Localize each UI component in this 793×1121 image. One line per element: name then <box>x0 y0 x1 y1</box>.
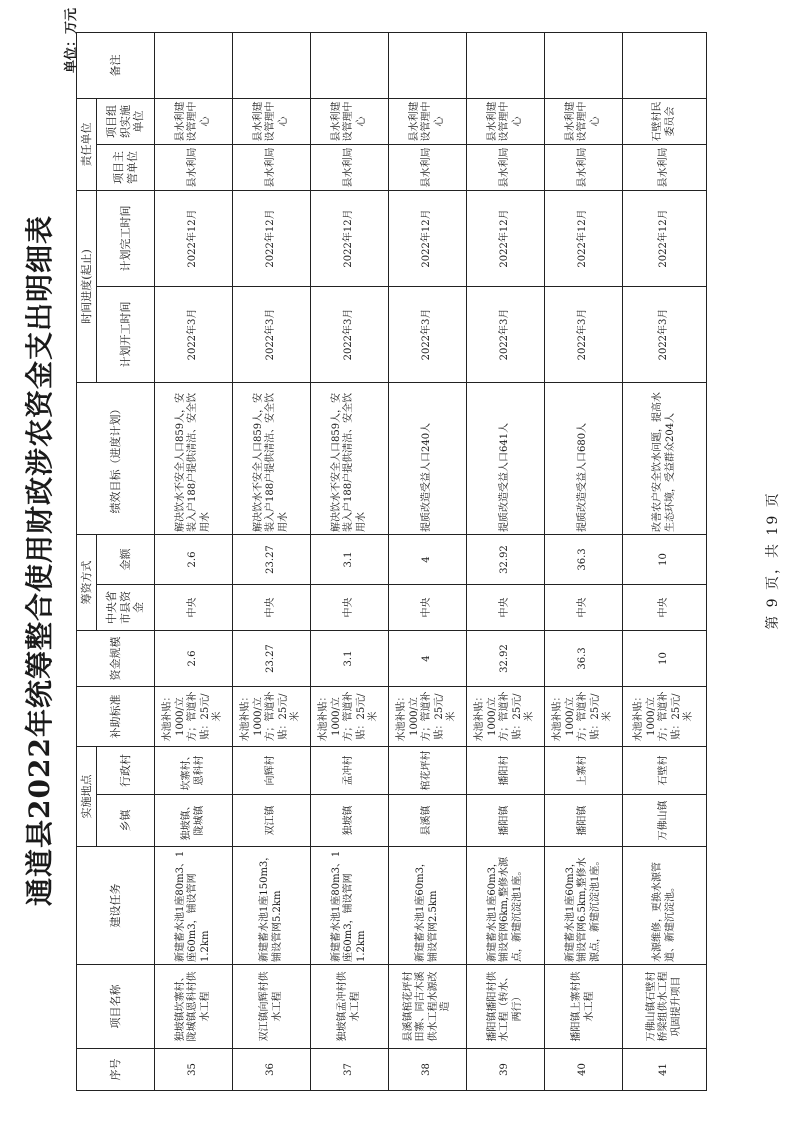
cell-township: 万佛山镇 <box>623 795 707 847</box>
cell-performance-goal: 改善农户安全饮水问题，提高水生态环境，受益群众204人 <box>623 383 707 535</box>
header-amount: 金额 <box>97 535 155 585</box>
cell-amount: 3.1 <box>311 535 389 585</box>
cell-project-name: 独坡镇孟冲村供水工程 <box>311 965 389 1049</box>
cell-village: 上寨村 <box>545 747 623 795</box>
cell-remarks <box>623 33 707 99</box>
cell-remarks <box>155 33 233 99</box>
cell-fund-scale: 23.27 <box>233 631 311 687</box>
header-construction-task: 建设任务 <box>77 847 155 965</box>
cell-plan-finish: 2022年12月 <box>389 191 467 287</box>
cell-village: 坎寨村、恩科村 <box>155 747 233 795</box>
document-title: 通道县2022年统筹整合使用财政涉农资金支出明细表 <box>23 215 56 906</box>
cell-remarks <box>389 33 467 99</box>
cell-amount: 4 <box>389 535 467 585</box>
cell-performance-goal: 解决饮水不安全人口859人，安装入户188户提供清洁、安全饮用水 <box>233 383 311 535</box>
cell-implementing-unit: 石壁村民委员会 <box>623 99 707 145</box>
cell-seq: 39 <box>467 1049 545 1091</box>
cell-construction-task: 新建蓄水池1座60m3，铺设管网2.5km <box>389 847 467 965</box>
cell-amount: 2.6 <box>155 535 233 585</box>
cell-remarks <box>311 33 389 99</box>
cell-plan-finish: 2022年12月 <box>623 191 707 287</box>
cell-village: 石壁村 <box>623 747 707 795</box>
cell-township: 县溪镇 <box>389 795 467 847</box>
cell-seq: 40 <box>545 1049 623 1091</box>
cell-funding-source: 中央 <box>233 585 311 631</box>
header-township: 乡镇 <box>97 795 155 847</box>
cell-plan-finish: 2022年12月 <box>467 191 545 287</box>
cell-funding-source: 中央 <box>623 585 707 631</box>
cell-project-name: 双江镇向辉村供水工程 <box>233 965 311 1049</box>
cell-performance-goal: 解决饮水不安全人口859人，安装入户188户提供清洁、安全饮用水 <box>311 383 389 535</box>
cell-performance-goal: 提质改造受益人口240人 <box>389 383 467 535</box>
header-project-name: 项目名称 <box>77 965 155 1049</box>
table-row <box>233 33 311 1091</box>
cell-fund-scale: 32.92 <box>467 631 545 687</box>
table-row <box>155 33 233 1091</box>
cell-amount: 10 <box>623 535 707 585</box>
cell-seq: 36 <box>233 1049 311 1091</box>
cell-funding-source: 中央 <box>467 585 545 631</box>
header-plan-finish: 计划完工时间 <box>97 191 155 287</box>
cell-project-name: 独坡镇坎寨村、陇城镇恩科村供水工程 <box>155 965 233 1049</box>
cell-village: 孟冲村 <box>311 747 389 795</box>
expenditure-detail-table <box>76 32 707 1091</box>
cell-implementing-unit: 县水利建设管理中心 <box>467 99 545 145</box>
table-row <box>467 33 545 1091</box>
cell-plan-start: 2022年3月 <box>155 287 233 383</box>
header-fund-scale: 资金规模 <box>77 631 155 687</box>
cell-plan-start: 2022年3月 <box>467 287 545 383</box>
cell-project-name: 县溪镇棺花坪村田寨、同古木溪供水工程水源改造 <box>389 965 467 1049</box>
cell-township: 独坡镇、陇城镇 <box>155 795 233 847</box>
table-row <box>623 33 707 1091</box>
header-schedule-group: 时间进度(起止) <box>77 191 97 383</box>
cell-fund-scale: 10 <box>623 631 707 687</box>
cell-plan-finish: 2022年12月 <box>155 191 233 287</box>
cell-amount: 36.3 <box>545 535 623 585</box>
cell-construction-task: 水源维修，更换水源管道、新建沉淀池。 <box>623 847 707 965</box>
cell-construction-task: 新建蓄水池1座60m3，铺设管网6km,整修水源点，新建沉淀池1座。 <box>467 847 545 965</box>
cell-performance-goal: 提质改造受益人口680人 <box>545 383 623 535</box>
table-row <box>311 33 389 1091</box>
cell-fund-scale: 2.6 <box>155 631 233 687</box>
header-location-group: 实施地点 <box>77 747 97 847</box>
cell-plan-start: 2022年3月 <box>311 287 389 383</box>
cell-seq: 37 <box>311 1049 389 1091</box>
cell-funding-source: 中央 <box>389 585 467 631</box>
cell-supervising-unit: 县水利局 <box>233 145 311 191</box>
cell-performance-goal: 解决饮水不安全人口859人，安装入户188户提供清洁、安全饮用水 <box>155 383 233 535</box>
header-remarks: 备注 <box>77 33 155 99</box>
cell-fund-scale: 4 <box>389 631 467 687</box>
cell-construction-task: 新建蓄水池1座150m3，铺设管网5.2km <box>233 847 311 965</box>
cell-implementing-unit: 县水利建设管理中心 <box>311 99 389 145</box>
cell-township: 独坡镇 <box>311 795 389 847</box>
cell-construction-task: 新建蓄水池1座60m3，铺设管网6.5km,整修水源点，新建沉淀池1座。 <box>545 847 623 965</box>
cell-implementing-unit: 县水利建设管理中心 <box>389 99 467 145</box>
cell-supervising-unit: 县水利局 <box>155 145 233 191</box>
header-subsidy-standard: 补助标准 <box>77 687 155 747</box>
cell-construction-task: 新建蓄水池1座80m3、1座60m3，铺设管网1.2km <box>311 847 389 965</box>
cell-subsidy-standard: 水池补贴：1000/立方；管道补贴：25元/米 <box>623 687 707 747</box>
header-funding-source: 中央省市县资金 <box>97 585 155 631</box>
cell-plan-start: 2022年3月 <box>233 287 311 383</box>
cell-funding-source: 中央 <box>311 585 389 631</box>
cell-plan-start: 2022年3月 <box>545 287 623 383</box>
header-implementing-unit: 项目组织实施单位 <box>97 99 155 145</box>
cell-fund-scale: 3.1 <box>311 631 389 687</box>
cell-subsidy-standard: 水池补贴：1000/立方；管道补贴：25元/米 <box>233 687 311 747</box>
cell-fund-scale: 36.3 <box>545 631 623 687</box>
header-supervising-unit: 项目主管单位 <box>97 145 155 191</box>
cell-project-name: 播阳镇上寨村供水工程 <box>545 965 623 1049</box>
cell-seq: 41 <box>623 1049 707 1091</box>
cell-plan-finish: 2022年12月 <box>233 191 311 287</box>
cell-remarks <box>545 33 623 99</box>
cell-supervising-unit: 县水利局 <box>311 145 389 191</box>
cell-supervising-unit: 县水利局 <box>467 145 545 191</box>
cell-supervising-unit: 县水利局 <box>389 145 467 191</box>
cell-plan-finish: 2022年12月 <box>545 191 623 287</box>
cell-implementing-unit: 县水利建设管理中心 <box>233 99 311 145</box>
cell-village: 向辉村 <box>233 747 311 795</box>
cell-village: 播阳村 <box>467 747 545 795</box>
cell-plan-start: 2022年3月 <box>623 287 707 383</box>
cell-seq: 38 <box>389 1049 467 1091</box>
header-village: 行政村 <box>97 747 155 795</box>
cell-plan-start: 2022年3月 <box>389 287 467 383</box>
header-funding-group: 筹资方式 <box>77 535 97 631</box>
cell-village: 棺花坪村 <box>389 747 467 795</box>
cell-supervising-unit: 县水利局 <box>623 145 707 191</box>
cell-implementing-unit: 县水利建设管理中心 <box>545 99 623 145</box>
unit-label: 单位：万元 <box>64 8 79 74</box>
cell-subsidy-standard: 水池补贴：1000/立方；管道补贴：25元/米 <box>311 687 389 747</box>
cell-amount: 23.27 <box>233 535 311 585</box>
header-performance-goal: 绩效目标（进度计划） <box>77 383 155 535</box>
page-footer: 第 9 页，共 19 页 <box>765 491 781 630</box>
cell-project-name: 万佛山镇石壁村桥梁组供水工程巩固提升项目 <box>623 965 707 1049</box>
cell-funding-source: 中央 <box>545 585 623 631</box>
cell-subsidy-standard: 水池补贴：1000/立方；管道补贴：25元/米 <box>389 687 467 747</box>
cell-amount: 32.92 <box>467 535 545 585</box>
cell-implementing-unit: 县水利建设管理中心 <box>155 99 233 145</box>
table-row <box>389 33 467 1091</box>
cell-subsidy-standard: 水池补贴：1000/立方；管道补贴：25元/米 <box>467 687 545 747</box>
cell-construction-task: 新建蓄水池1座80m3、1座60m3，铺设管网1.2km <box>155 847 233 965</box>
header-seq: 序号 <box>77 1049 155 1091</box>
header-plan-start: 计划开工时间 <box>97 287 155 383</box>
cell-subsidy-standard: 水池补贴：1000/立方；管道补贴：25元/米 <box>155 687 233 747</box>
cell-funding-source: 中央 <box>155 585 233 631</box>
cell-performance-goal: 提质改造受益人口641人 <box>467 383 545 535</box>
cell-township: 播阳镇 <box>545 795 623 847</box>
cell-seq: 35 <box>155 1049 233 1091</box>
cell-township: 播阳镇 <box>467 795 545 847</box>
cell-remarks <box>233 33 311 99</box>
cell-subsidy-standard: 水池补贴：1000/立方；管道补贴：25元/米 <box>545 687 623 747</box>
cell-township: 双江镇 <box>233 795 311 847</box>
cell-remarks <box>467 33 545 99</box>
cell-project-name: 播阳镇播阳村供水工程（转水、两行） <box>467 965 545 1049</box>
cell-plan-finish: 2022年12月 <box>311 191 389 287</box>
header-responsibility-group: 责任单位 <box>77 99 97 191</box>
table-row <box>545 33 623 1091</box>
cell-supervising-unit: 县水利局 <box>545 145 623 191</box>
